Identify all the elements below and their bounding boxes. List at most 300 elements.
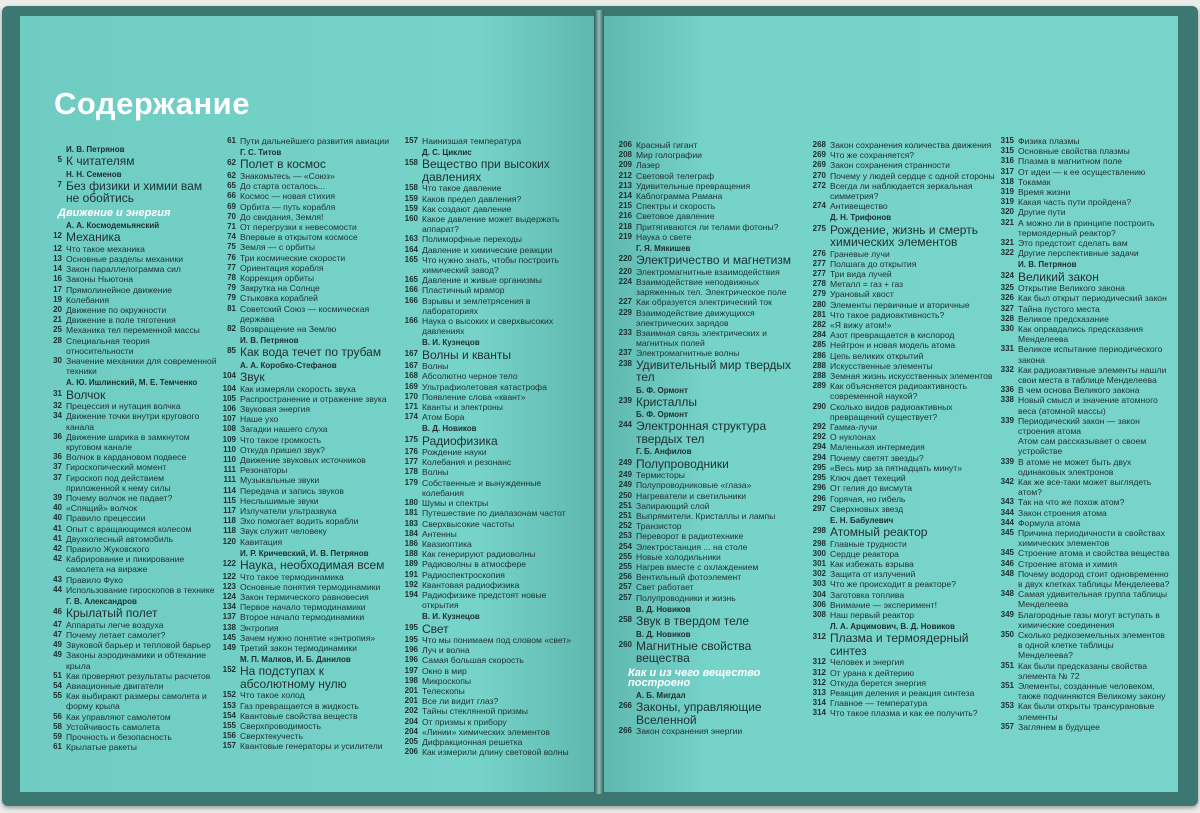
toc-author: И. В. Петрянов [1018,260,1077,270]
toc-entry-title: Притягиваются ли телами фотоны? [636,221,779,232]
toc-entry-title: Радиофизика [422,433,498,448]
toc-entry-title: Заготовка топлива [830,589,905,600]
toc-entry [222,222,400,232]
toc-entry-title: Как объясняется радиоактивность современной наукой? [830,381,968,402]
toc-page-number: 351 [1000,660,1014,670]
toc-entry-title: Каблограмма Рамана [636,191,723,202]
toc-entry [404,361,580,371]
toc-entry-title: Плазма в магнитном поле [1018,156,1123,167]
toc-entry-title: Как радиоактивные элементы нашли свои места в таблице Менделеева [1018,364,1167,385]
toc-entry [222,537,400,547]
toc-entry-title: Главные трудности [830,538,907,549]
toc-page-number: 218 [618,221,632,231]
toc-entry [812,590,998,600]
toc-page-number: 214 [618,191,632,201]
toc-page-number: 110 [223,444,236,454]
toc-page-number: 343 [1000,497,1014,507]
toc-entry [404,529,580,539]
toc-entry [812,600,998,610]
toc-entry [48,691,218,711]
toc-entry [812,249,998,259]
toc-entry-title: Какое давление может выдержать аппарат? [422,214,560,235]
toc-entry [1000,701,1170,721]
toc-entry-title: Какая часть пути пройдена? [1018,197,1132,208]
toc-page-number: 183 [404,518,418,528]
toc-page-number: 25 [53,325,62,335]
toc-entry-title: Электростанция ... на столе [636,541,748,552]
toc-page-number: 346 [1000,558,1014,568]
toc-entry-title: Откуда пришел звук? [240,444,325,455]
toc-page-number: 166 [404,316,418,326]
toc-page-number: 115 [223,495,236,505]
toc-entry [812,422,998,432]
toc-entry-title: Почему у людей сердце с одной стороны [830,170,995,181]
toc-page-number: 345 [1000,528,1014,538]
toc-entry-title: Закон сохранения энергии [636,726,743,737]
toc-entry [618,531,808,541]
toc-page-number: 49 [53,640,62,650]
toc-page-number: 201 [404,686,418,696]
toc-page-number: 244 [618,420,632,430]
toc-entry-title: Устойчивость самолета [66,721,160,732]
toc-entry [222,424,400,434]
toc-page-number: 213 [618,180,632,190]
toc-entry-title: Физика плазмы [1018,136,1080,146]
toc-entry [48,244,218,254]
toc-page-number: 14 [53,264,62,274]
toc-page-number: 13 [53,254,62,264]
toc-entry [222,721,400,731]
toc-entry-title: Пластичный мрамор [422,285,505,296]
toc-entry [48,295,218,305]
toc-entry-title: «Спящий» волчок [66,503,138,514]
toc-entry [812,569,998,579]
toc-page-number: 117 [223,506,236,515]
toc-entry [812,259,998,269]
toc-entry [404,412,580,422]
toc-entry [222,212,400,222]
toc-entry-title: Пути дальнейшего развития авиации [240,136,389,146]
toc-entry-title: Атомный реактор [830,525,928,540]
toc-entry [618,542,808,552]
toc-entry-title: Как были предсказаны свойства элемента № 72 [1018,660,1148,681]
toc-entry-title: Полшага до открытия [830,258,917,269]
toc-entry-title: Что такое термодинамика [240,571,344,582]
toc-entry [812,708,998,718]
toc-page-number: 206 [404,747,418,757]
toc-page-number: 314 [812,698,826,708]
toc-entry-title: Закон сохранения странности [830,160,950,171]
toc-entry-title: Строение атома и свойства вещества [1018,548,1170,559]
toc-page-number: 344 [1000,517,1014,527]
toc-entry-title: «Я вижу атом!» [830,320,892,331]
toc-entry-title: Волчок [66,387,106,402]
toc-page-number: 233 [618,327,632,337]
toc-entry [812,579,998,589]
toc-entry-title: Движение шарика в замкнутом круговом канале [66,431,190,452]
toc-entry-title: Человек и энергия [830,657,904,668]
toc-entry [618,726,808,736]
toc-page-number: 339 [1000,415,1014,425]
toc-entry [222,572,400,582]
toc-author: И. В. Петрянов [240,336,299,346]
toc-entry [618,297,808,307]
toc-entry-title: Кабрирование и пикирование самолета на вираже [66,554,185,575]
toc-entry-title: Законы Ньютона [66,274,134,285]
toc-author: Н. Н. Семенов [66,169,122,179]
toc-entry [1000,569,1170,589]
toc-entry-title: Радиоспектроскопия [422,569,505,580]
toc-entry [222,181,400,191]
toc-page-number: 195 [404,635,418,645]
toc-author: И. Р. Кричевский, И. В. Петрянов [240,548,369,558]
toc-page-number: 145 [222,632,236,642]
toc-page-number: 209 [618,160,632,170]
toc-entry-title: О нуклонах [830,432,876,443]
toc-page-number: 62 [227,158,236,168]
toc-entry [222,445,400,455]
toc-entry-title: Световой телеграф [636,170,715,181]
toc-entry-title: Квантовые генераторы и усилители [240,741,383,752]
toc-entry-title: Луч и волна [422,645,470,656]
toc-entry-title: Мир голографии [636,150,702,161]
toc-entry [404,635,580,645]
toc-entry-title: Как был открыт периодический закон [1018,293,1167,304]
toc-page-number: 181 [404,508,418,518]
toc-entry [404,717,580,727]
toc-entry-title: Как оправдались предсказания Менделеева [1018,323,1144,345]
toc-page-number: 281 [812,309,826,319]
toc-page-number: 152 [222,665,236,675]
toc-entry [222,253,400,263]
toc-entry [618,582,808,592]
toc-entry [48,274,218,284]
toc-page-number: 75 [227,242,236,252]
toc-page-number: 42 [53,544,62,553]
toc-entry [1000,167,1170,177]
toc-entry-title: Антивещество [830,201,888,212]
toc-entry [812,453,998,463]
toc-page-number: 149 [222,642,236,652]
toc-page-number: 357 [1000,721,1014,731]
toc-entry [404,539,580,549]
toc-chapter [48,180,218,205]
toc-author: Г. Б. Анфилов [636,447,692,457]
toc-page-number: 215 [618,201,632,211]
toc-page-number: 324 [1000,270,1014,280]
toc-page-number: 39 [53,492,62,502]
toc-page-number: 49 [53,650,62,660]
toc-page-number: 17 [53,284,62,294]
toc-page-number: 195 [404,622,418,632]
toc-page-number: 196 [404,645,418,655]
toc-entry-title: Собственные и вынужденные колебания [422,477,542,498]
toc-entry [404,392,580,402]
toc-entry-title: Сверхпроводимость [240,720,321,731]
toc-entry [1000,395,1170,415]
toc-entry-title: Квантовые свойства веществ [240,710,358,721]
toc-entry [1000,610,1170,630]
toc-entry-title: Новый смысл и значение атомного веса (атомной массы) [1018,395,1158,416]
toc-chapter [222,665,400,690]
toc-entry-title: Колебания и резонанс [422,457,512,468]
toc-entry [222,171,400,181]
toc-chapter [48,607,218,620]
toc-page-number: 111 [223,465,236,475]
toc-entry-title: Рождение науки [422,447,487,458]
toc-entry [222,283,400,293]
toc-entry-title: Кристаллы [636,394,698,409]
toc-entry [222,465,400,475]
toc-entry-title: Сколько редкоземельных элементов в одной клетке таблицы Менделеева? [1018,630,1165,661]
toc-entry [618,277,808,297]
toc-entry-title: Это предстоит сделать вам [1018,238,1128,249]
toc-page-number: 268 [812,140,826,149]
toc-page-number: 5 [57,155,62,165]
toc-entry [618,232,808,242]
toc-entry [812,320,998,330]
toc-entry-title: Элементы, созданные человеком, также подчиняются Великому закону [1018,681,1166,702]
toc-entry-title: Закон строения атома [1018,507,1107,518]
toc-entry-title: Что такое давление [422,183,502,194]
toc-page-number: 227 [618,297,632,307]
toc-entry-title: Резонаторы [240,465,288,476]
toc-entry [48,585,218,595]
toc-entry-title: Почему волчок не падает? [66,492,173,503]
toc-entry [222,232,400,242]
toc-page-number: 40 [53,503,62,513]
toc-entry-title: Появление слова «квант» [422,391,526,402]
toc-page-number: 312 [812,677,826,687]
toc-page-number: 270 [812,170,826,180]
toc-entry-title: Опыт с вращающимся колесом [66,523,192,534]
toc-page-number: 296 [812,493,826,503]
toc-page-number: 288 [812,360,826,370]
toc-entry [48,620,218,630]
toc-section-heading: Движение и энергия [58,206,171,219]
toc-entry-title: К читателям [66,154,135,169]
toc-page-number: 206 [618,140,632,149]
toc-page-number: 279 [812,289,826,299]
toc-entry-title: Электричество и магнетизм [636,253,792,268]
toc-page-number: 269 [812,160,826,170]
toc-entry-title: Маленькая интермедия [830,442,925,453]
toc-entry [222,516,400,526]
toc-page-number: 229 [618,307,632,317]
right-page [604,16,1178,792]
toc-page-number: 47 [53,619,62,629]
toc-entry [48,650,218,670]
toc-page-number: 238 [618,358,632,368]
toc-page-number: 36 [53,452,62,462]
toc-entry-title: Реакция деления и реакция синтеза [830,688,975,699]
toc-entry-title: Прецессия и нутация волчка [66,401,181,412]
toc-entry-title: Как измеряли скорость звука [240,383,356,394]
toc-entry-title: Полупроводники и жизнь [636,592,736,603]
toc-entry [48,712,218,722]
toc-page-number: 325 [1000,283,1014,293]
toc-entry-title: Термисторы [636,470,685,481]
toc-entry-title: Антенны [422,528,457,539]
toc-page-number: 319 [1000,187,1014,197]
toc-page-number: 118 [223,526,236,536]
toc-entry-title: Правило прецессии [66,513,146,524]
toc-entry-title: Ориентация корабля [240,262,324,273]
toc-entry [1000,197,1170,207]
toc-entry [812,340,998,350]
toc-entry [404,686,580,696]
toc-entry [48,503,218,513]
toc-page-number: 289 [812,381,826,391]
toc-entry [618,191,808,201]
toc-entry-title: Другие перспективные задачи [1018,248,1139,259]
toc-chapter [48,389,218,402]
toc-page-number: 277 [812,269,826,279]
toc-chapter [618,615,808,628]
toc-entry [404,519,580,529]
toc-entry [812,140,998,150]
toc-entry [222,690,400,700]
toc-entry [48,462,218,472]
toc-entry-title: Сверхновых звезд [830,503,904,514]
toc-chapter [222,158,400,171]
toc-entry-title: Стыковка кораблей [240,293,318,304]
toc-entry-title: Волны [422,467,449,478]
toc-page-number: 167 [404,361,418,371]
toc-entry-title: «Весь мир за пятнадцать минут» [830,462,962,473]
toc-entry [222,486,400,496]
toc-page-number: 278 [812,279,826,289]
toc-page-number: 157 [222,741,236,751]
toc-entry [618,181,808,191]
toc-entry [812,402,998,422]
toc-page-number: 34 [53,411,62,421]
toc-page-number: 118 [223,516,236,526]
toc-entry-title: Абсолютно черное тело [422,371,518,382]
toc-entry [48,336,218,356]
toc-page-number: 254 [618,541,632,551]
toc-entry-title: А можно ли в принципе построить термоядерный реактор? [1018,217,1155,238]
toc-entry-title: Взаимодействие движущихся электрических зарядов [636,307,755,328]
toc-entry [404,183,580,193]
toc-entry-title: Заглянем в будущее [1018,721,1100,732]
toc-page-number: 186 [404,538,418,548]
toc-page-number: 306 [812,599,826,609]
toc-entry [222,701,400,711]
toc-page-number: 65 [227,181,236,191]
toc-page-number: 134 [222,602,236,612]
toc-entry-title: Газ превращается в жидкость [240,700,359,711]
toc-entry-title: Движение точки внутри кругового канала [66,411,200,432]
toc-entry [812,330,998,340]
toc-entry-title: Квантовая радиофизика [422,579,520,590]
toc-entry [618,171,808,181]
toc-entry [222,475,400,485]
toc-page-number: 176 [404,447,418,457]
toc-page-number: 292 [812,432,826,442]
toc-entry [618,562,808,572]
toc-entry-title: Выпрямители. Кристаллы и лампы [636,510,776,521]
toc-author: В. Д. Новиков [636,629,691,639]
toc-entry-title: Гироскоп под действием приложенной к нему силы [66,472,171,493]
toc-entry-title: Другие пути [1018,207,1066,218]
toc-page-number: 331 [1000,344,1014,354]
toc-author: Г. С. Титов [240,148,282,158]
toc-entry-title: Свет [422,621,449,636]
toc-page-number: 152 [222,690,236,700]
toc-page-number: 339 [1000,456,1014,466]
toc-page-number: 158 [404,183,418,193]
toc-entry-title: В чем основа Великого закона [1018,385,1140,396]
toc-entry-title: До свидания, Земля! [240,211,324,222]
toc-page-number: 266 [618,726,632,736]
toc-entry-title: Звук служит человеку [240,526,327,537]
toc-page-number: 28 [53,335,62,345]
toc-author: А. Б. Мигдал [636,691,686,701]
toc-page-number: 174 [404,412,418,422]
toc-entry-title: Полиморфные переходы [422,234,522,245]
toc-entry-title: Первое начало термодинамики [240,602,366,613]
toc-entry [48,325,218,335]
toc-page-number: 153 [222,700,236,710]
toc-entry [222,526,400,536]
toc-entry [222,273,400,283]
toc-page-number: 224 [618,276,632,286]
toc-entry [48,742,218,752]
toc-entry [812,381,998,401]
toc-entry [222,612,400,622]
toc-entry-title: Волны [422,361,449,372]
toc-entry [404,508,580,518]
toc-entry-title: Азот превращается в кислород [830,330,955,341]
toc-page-number: 301 [812,559,826,569]
toc-page-number: 43 [53,574,62,584]
toc-entry [1000,344,1170,364]
toc-entry-title: Значение механики для современной техники [66,356,217,377]
toc-page-number: 204 [404,716,418,726]
toc-page-number: 137 [222,612,236,622]
toc-entry [1000,477,1170,497]
toc-page-number: 345 [1000,548,1014,558]
toc-page-number: 37 [53,472,62,482]
toc-entry [404,285,580,295]
toc-page-number: 312 [812,667,826,677]
toc-entry [222,741,400,751]
toc-entry [222,293,400,303]
toc-page-number: 122 [222,571,236,581]
toc-entry [1000,518,1170,528]
toc-entry-title: Запирающий слой [636,500,710,511]
toc-entry-title: Как генерируют радиоволны [422,549,536,560]
toc-entry-title: Три космические скорости [240,252,346,263]
toc-page-number: 41 [53,533,62,543]
toc-column-5 [812,140,998,719]
toc-column-2 [222,136,400,752]
toc-entry-title: Движение по окружности [66,305,167,316]
toc-entry-title: Периодический закон — закон строения атома [1018,415,1140,436]
toc-entry-title: Великий закон [1018,269,1099,284]
toc-entry-title: Кванты и электроны [422,401,503,412]
toc-entry-title: Полет в космос [240,157,326,172]
toc-page-number: 155 [222,720,236,730]
toc-page-number: 31 [53,388,62,398]
toc-entry [404,570,580,580]
toc-author: Г. В. Александров [66,597,137,607]
toc-entry [48,285,218,295]
toc-entry [1000,548,1170,558]
toc-page-number: 353 [1000,701,1014,711]
toc-page-number: 255 [618,551,632,561]
